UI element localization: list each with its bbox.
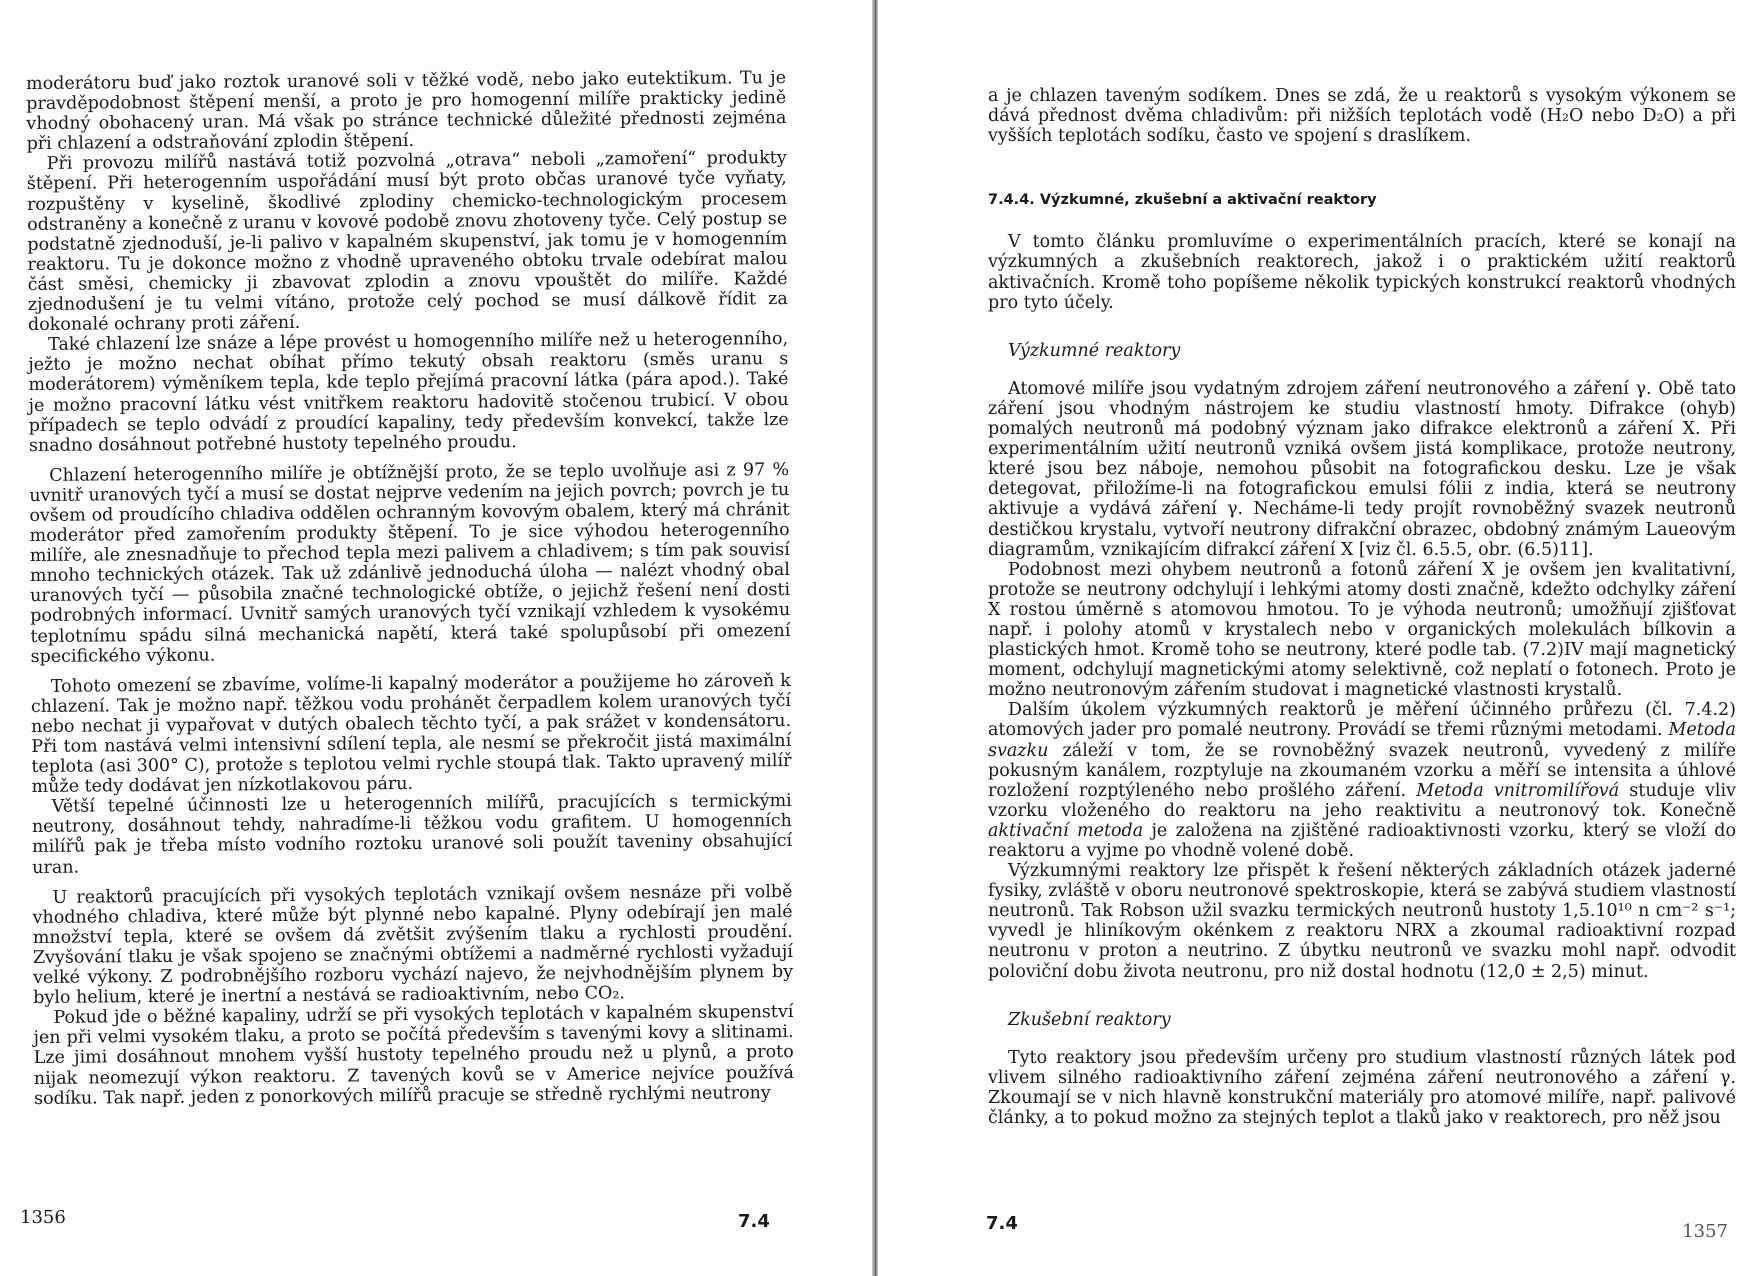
right-page bbox=[878, 0, 1754, 1276]
paragraph: Výzkumnými reaktory lze přispět k řešení některých základních otázek jaderné fysiky, zvláště v oboru neutronové spektroskopie, která se zabývá studiem vlastností neutronů. Tak Robson užil svazku termických neutronů hustoty 1,5.10¹⁰ n cm⁻² s⁻¹; vyvedl je hliníkovým okénkem z reaktoru NRX a zkoumal radioaktivní rozpad neutronu v proton a neutrino. Z úbytku neutronů ve svazku mohl např. odvodit poloviční dobu života neutronu, pro niž dostal hodnotu (12,0 ± 2,5) minut. bbox=[988, 861, 1736, 982]
term-emphasis: Metoda svazku bbox=[988, 720, 1736, 761]
text-span: studuje vliv vzorku vloženého do reaktoru na jeho reaktivitu a neutronový tok. Konečně bbox=[988, 780, 1736, 821]
page-number: 1357 bbox=[1682, 1221, 1728, 1242]
paragraph: V tomto článku promluvíme o experimentálních pracích, které se konají na výzkumných a zkušebních reaktorech, jakož i o praktickém užití reaktorů aktivačních. Kromě toho popíšeme několik typických konstrukcí reaktorů vhodných pro tyto účely. bbox=[988, 232, 1736, 313]
page-number: 1356 bbox=[20, 1207, 66, 1228]
section-marker: 7.4 bbox=[986, 1213, 1018, 1234]
paragraph: Podobnost mezi ohybem neutronů a fotonů záření X je ovšem jen kvalitativní, protože se neutrony odchylují i lehkými atomy dosti značně, kdežto odchylky záření X rostou úměrně s atomovou hmotou. To je výhoda neutronů; umožňují zjišťovat např. i polohy atomů v krystalech nebo v organických molekulách bílkovin a plastických hmot. Kromě toho se neutrony, které podle tab. (7.2)IV mají magnetický moment, odchylují magnetickými atomy selektivně, což neplatí o fotonech. Proto je možno neutronovým zářením studovat i magnetické vlastnosti krystalů. bbox=[988, 559, 1736, 701]
subheading: Zkušební reaktory bbox=[1008, 1009, 1171, 1030]
paragraph: U reaktorů pracujících při vysokých teplotách vznikají ovšem nesnáze při volbě vhodného chladiva, které může být plynné nebo kapalné. Plyny odebírají jen malé množství tepla, které se ovšem dá zvětšit zvýšením tlaku a rychlosti proudění. Zvyšování tlaku je však spojeno se značnými obtížemi a nadměrné rychlosti vyžadují velké výkony. Z podrobnějšího rozboru vychází najevo, že nejvhodnějším plynem by bylo helium, které je inertní a nestává se radioaktivním, nebo CO₂. bbox=[32, 881, 794, 1009]
paragraph: Větší tepelné účinnosti lze u heterogenních milířů, pracujících s termickými neutrony, dosáhnout tehdy, nahradíme-li těžkou vodu grafitem. U homogenních milířů pak je třeba místo vodního roztoku uranové soli použít taveniny obsahující uran. bbox=[31, 791, 793, 878]
paragraph: moderátoru buď jako roztok uranové soli v těžké vodě, nebo jako eutektikum. Tu je pravděpodobnost štěpení menší, a proto je pro homogenní milíře prakticky jedině vhodný obohacený uran. Má však po stránce technické důležité přednosti zejména při chlazení a odstraňování zplodin štěpení. bbox=[26, 68, 787, 155]
term-emphasis: Metoda vnitromilířová bbox=[1416, 780, 1620, 801]
paragraph: a je chlazen taveným sodíkem. Dnes se zdá, že u reaktorů s vysokým výkonem se dává přednost dvěma chladivům: při nižších teplotách vodě (H₂O nebo D₂O) a při vyšších teplotách sodíku, často ve spojení s draslíkem. bbox=[988, 86, 1736, 147]
left-page bbox=[0, 0, 872, 1276]
right-text-column bbox=[988, 86, 1736, 1128]
term-emphasis: aktivační metoda bbox=[988, 820, 1144, 841]
paragraph: Chlazení heterogenního milíře je obtížnější proto, že se teplo uvolňuje asi z 97 % uvnitř uranových tyčí a musí se dostat nejprve vedením na jejich povrch; povrch je tu ovšem od proudícího chladiva oddělen ochranným kovovým obalem, který má chránit moderátor před zamořením produkty štěpení. To je sice výhodou heterogenního milíře, ale znesnadňuje to přechod tepla mezi palivem a chladivem; s tím pak souvisí mnoho technických otázek. Tak už zdánlivě jednoduchá úloha — nalézt vhodný obal uranových tyčí — působila značné technologické obtíže, o jejichž řešení není dosti podrobných informací. Uvnitř samých uranových tyčí vznikají vzhledem k vysokému teplotnímu spádu silná mechanická napětí, která také spolupůsobí při omezení specifického výkonu. bbox=[29, 459, 791, 667]
paragraph: Při provozu milířů nastává totiž pozvolná „otrava“ neboli „zamoření“ produkty štěpení. Při heterogenním uspořádání musí být proto občas uranové tyče vyňaty, rozpuštěny v kyselině, škodlivé zplodiny chemicko-technologickým procesem odstraněny a konečně z uranu v kovové podobě znovu zhotoveny tyče. Celý postup se podstatně zjednoduší, je-li palivo v kapalném skupenství, jak tomu je v homogenním reaktoru. Tu je dokonce možno z vhodně upraveného obtoku trvale odebírat malou část směsi, chemicky ji zbavovat zplodin a znovu vpouštět do milíře. Každé zjednodušení je tu velmi vítáno, protože celý pochod se musí dálkově řídit za dokonalé ochrany proti záření. bbox=[26, 148, 788, 336]
text-span: záleží v tom, že se rovnoběžný svazek neutronů, vyvedený z milíře pokusným kanálem, rozptyluje na zkoumaném vzorku a měří se intensita a úhlové rozložení rozptýleného nebo prošlého záření. bbox=[988, 740, 1736, 801]
subheading: Výzkumné reaktory bbox=[1008, 340, 1181, 361]
paragraph: Atomové milíře jsou vydatným zdrojem záření neutronového a záření γ. Obě tato záření jsou vhodným nástrojem ke studiu vlastností hmoty. Difrakce (ohyb) pomalých neutronů má podobný význam jako difrakce elektronů a záření X. Při experimentálním užití neutronů vzniká ovšem jistá komplikace, protože neutrony, které jsou bez náboje, nemohou působit na fotografickou desku. Lze je však detegovat, přiložíme-li na fotografickou emulsi fólii z india, která se neutrony aktivuje a vydává záření γ. Necháme-li tedy projít rovnoběžný svazek neutronů destičkou krystalu, vytvoří neutrony difrakční obrazec, obdobný známým Laueovým diagramům, vznikajícím difrakcí záření X [viz čl. 6.5.5, obr. (6.5)11]. bbox=[988, 378, 1736, 560]
paragraph-methods bbox=[988, 700, 1736, 861]
paragraph: Tohoto omezení se zbavíme, volíme-li kapalný moderátor a použijeme ho zároveň k chlazení. Tak je možno např. těžkou vodu prohánět čerpadlem kolem uranových tyčí nebo nechat ji vypařovat v dutých obalech těchto tyčí, a pak srážet v kondensátoru. Při tom nastává velmi intensivní sdílení tepla, ale nesmí se překročit jistá maximální teplota (asi 300° C), protože s teplotou velmi rychle stoupá tlak. Takto upravený milíř může tedy dodávat jen nízkotlakovou páru. bbox=[30, 670, 792, 798]
section-marker: 7.4 bbox=[738, 1211, 770, 1232]
paragraph: Také chlazení lze snáze a lépe provést u homogenního milíře než u heterogenního, ježto je možno nechat obíhat přímo tekutý obsah reaktoru (směs uranu s moderátorem) výměníkem tepla, kde teplo přejímá pracovní látka (pára apod.). Také je možno pracovní látku vést vnitřkem reaktoru hadovitě stočenou trubicí. V obou případech se teplo odvádí z proudící kapaliny, tedy především konvekcí, takže lze snadno dosáhnout potřebné hustoty tepelného proudu. bbox=[28, 329, 789, 456]
text-span: Dalším úkolem výzkumných reaktorů je měření účinného průřezu (čl. 7.4.2) atomových jader pro pomalé neutrony. Provádí se třemi různými metodami. bbox=[988, 700, 1736, 741]
paragraph: Pokud jde o běžné kapaliny, udrží se při vysokých teplotách v kapalném skupenství jen při velmi vysokém tlaku, a proto se počítá především s tavenými kovy a slitinami. Lze jimi dosáhnout mnohem vyšší hustoty tepelného proudu než u plynů, a proto nijak neomezují výkon reaktoru. Z tavených kovů se v Americe nejvíce používá sodíku. Tak např. jeden z ponorkových milířů pracuje se středně rychlými neutrony bbox=[33, 1002, 794, 1109]
left-text-column bbox=[26, 68, 794, 1109]
text-span: je založena na zjištěné radioaktivnosti vzorku, který se vloží do reaktoru a vyjme po vhodně volené době. bbox=[988, 820, 1736, 861]
paragraph: Tyto reaktory jsou především určeny pro studium vlastností různých látek pod vlivem silného radioaktivního záření zejména záření neutronového a záření γ. Zkoumají se v nich hlavně konstrukční materiály pro atomové milíře, např. palivové články, a to pokud možno za stejných teplot a tlaků jako v reaktorech, pro něž jsou bbox=[988, 1047, 1736, 1129]
section-heading: 7.4.4. Výzkumné, zkušební a aktivační reaktory bbox=[988, 192, 1377, 209]
